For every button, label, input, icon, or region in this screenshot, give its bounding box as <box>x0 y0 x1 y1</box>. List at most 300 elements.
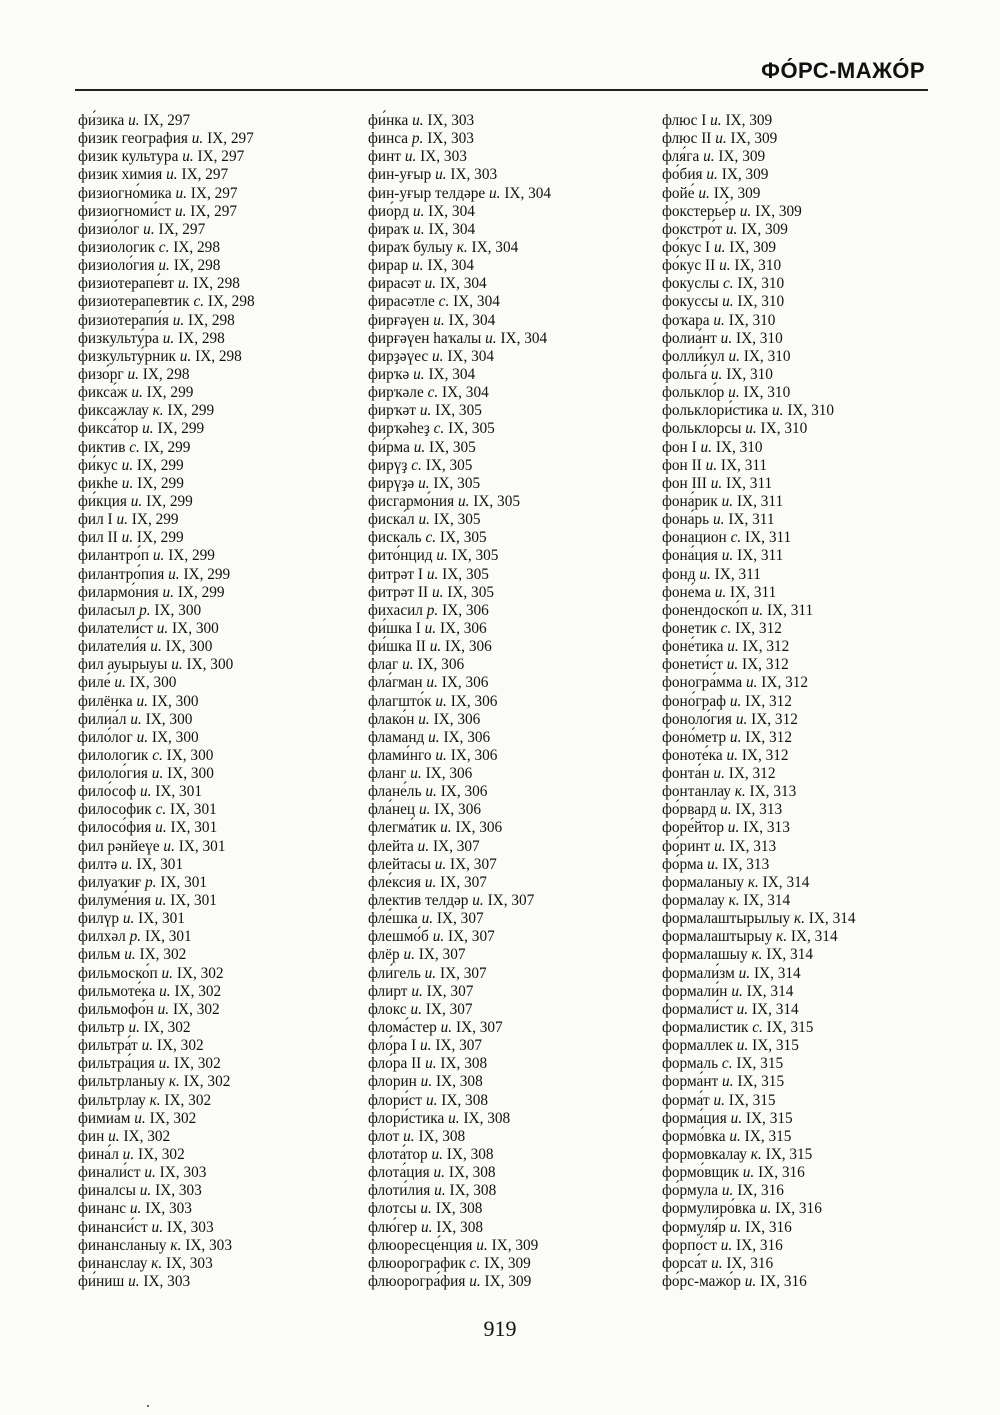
entry-volume-page: IX, 303 <box>185 1236 232 1254</box>
entry-volume-page: IX, 315 <box>765 1146 813 1164</box>
entry-volume-page: IX, 302 <box>183 1073 231 1091</box>
entry-pos-label: и. <box>725 220 738 238</box>
entry-pos-label: и. <box>698 184 710 202</box>
entry-headword: фи́шка II <box>368 638 426 656</box>
entry-headword: фирҙәүес <box>368 347 429 365</box>
entry-volume-page: IX, 305 <box>451 547 499 565</box>
stray-dot <box>147 1405 149 1407</box>
entry-volume-page: IX, 316 <box>758 1164 805 1182</box>
entry-pos-label: с. <box>722 275 734 293</box>
entry-volume-page: IX, 316 <box>737 1182 784 1200</box>
entry-volume-page: IX, 312 <box>742 656 789 674</box>
entry-pos-label: к. <box>750 1146 762 1164</box>
entry-volume-page: IX, 310 <box>743 384 791 402</box>
index-entry <box>662 874 962 892</box>
entry-volume-page: IX, 314 <box>762 873 810 891</box>
entry-volume-page: IX, 301 <box>144 928 192 946</box>
entry-headword: физик география <box>78 130 188 148</box>
entry-headword: формалау <box>662 892 725 910</box>
entry-pos-label: р. <box>426 601 439 619</box>
index-entry <box>662 838 962 856</box>
entry-headword: фойе́ <box>662 184 695 202</box>
index-entry <box>662 856 962 874</box>
entry-headword: фона́ция <box>662 547 718 565</box>
entry-headword: фле́ксия <box>368 873 422 891</box>
entry-pos-label: к. <box>728 892 740 910</box>
entry-headword: фирүҙә <box>368 474 415 492</box>
entry-headword: фикса́ж <box>78 384 128 402</box>
entry-pos-label: и. <box>154 892 167 910</box>
entry-volume-page: IX, 307 <box>487 892 535 910</box>
entry-volume-page: IX, 314 <box>753 964 801 982</box>
index-entry <box>368 892 668 910</box>
entry-pos-label: и. <box>144 1164 156 1182</box>
index-entry <box>78 711 378 729</box>
entry-pos-label: и. <box>710 112 722 129</box>
entry-volume-page: IX, 306 <box>425 765 473 783</box>
entry-headword: физиотерапевтик <box>78 293 190 311</box>
entry-volume-page: IX, 309 <box>484 1273 532 1290</box>
entry-headword: физо́рг <box>78 365 124 383</box>
entry-pos-label: и. <box>412 112 424 129</box>
index-entry <box>78 747 378 765</box>
index-entry <box>368 783 668 801</box>
entry-pos-label: и. <box>469 1273 481 1290</box>
entry-pos-label: с. <box>438 293 450 311</box>
entry-headword: фисгармо́ния <box>368 492 455 510</box>
entry-pos-label: и. <box>136 728 149 746</box>
entry-pos-label: и. <box>122 910 135 928</box>
entry-headword: фирҡәһеҙ <box>368 420 430 438</box>
entry-headword: фо́бия <box>662 166 703 184</box>
index-entry <box>78 330 378 348</box>
index-entry <box>662 566 962 584</box>
entry-pos-label: и. <box>435 746 447 764</box>
entry-pos-label: и. <box>413 365 425 383</box>
entry-volume-page: IX, 307 <box>432 837 480 855</box>
index-entry <box>662 420 962 438</box>
entry-pos-label: р. <box>411 130 424 148</box>
entry-volume-page: IX, 299 <box>146 384 194 402</box>
entry-pos-label: и. <box>420 1200 432 1218</box>
entry-volume-page: IX, 310 <box>734 257 782 275</box>
entry-volume-page: IX, 311 <box>726 474 773 492</box>
index-entry <box>662 584 962 602</box>
entry-volume-page: IX, 305 <box>425 456 473 474</box>
entry-pos-label: к. <box>151 1254 163 1272</box>
index-entry <box>662 693 962 711</box>
entry-headword: финт <box>368 148 401 166</box>
index-entry <box>662 1146 962 1164</box>
index-entry <box>662 783 962 801</box>
entry-pos-label: к. <box>149 1091 161 1109</box>
entry-pos-label: и. <box>426 674 438 692</box>
entry-pos-label: к. <box>152 402 164 420</box>
index-entry <box>78 946 378 964</box>
entry-pos-label: и. <box>726 746 738 764</box>
entry-headword: форпо́ст <box>662 1236 717 1254</box>
index-entry <box>78 493 378 511</box>
entry-volume-page: IX, 303 <box>420 148 467 166</box>
entry-pos-label: и. <box>162 329 175 347</box>
index-entry <box>662 674 962 692</box>
index-entry <box>78 620 378 638</box>
entry-volume-page: IX, 303 <box>143 1273 191 1290</box>
index-entry <box>78 1073 378 1091</box>
index-entry <box>662 1182 962 1200</box>
entry-headword: физиотерапи́я <box>78 311 169 329</box>
entry-volume-page: IX, 307 <box>439 964 487 982</box>
entry-headword: физкульту́рник <box>78 347 176 365</box>
entry-volume-page: IX, 307 <box>435 1037 483 1055</box>
entry-headword: флори́стика <box>368 1109 445 1127</box>
entry-volume-page: IX, 307 <box>455 1019 503 1037</box>
index-entry <box>368 765 668 783</box>
entry-volume-page: IX, 313 <box>722 855 770 873</box>
index-entry <box>78 892 378 910</box>
entry-headword: фоноло́гия <box>662 710 732 728</box>
index-entry <box>662 928 962 946</box>
entry-volume-page: IX, 298 <box>142 365 190 383</box>
entry-pos-label: и. <box>448 1109 460 1127</box>
entry-volume-page: IX, 303 <box>450 166 498 184</box>
entry-volume-page: IX, 310 <box>737 275 785 293</box>
entry-headword: фирар <box>368 257 409 275</box>
index-entry <box>662 1055 962 1073</box>
entry-headword: флюоресце́нция <box>368 1236 473 1254</box>
entry-volume-page: IX, 302 <box>139 946 187 964</box>
entry-pos-label: и. <box>721 1182 734 1200</box>
entry-pos-label: и. <box>744 1273 757 1290</box>
entry-headword: фираҡ булыу <box>368 238 453 256</box>
entry-volume-page: IX, 309 <box>730 130 778 148</box>
entry-volume-page: IX, 305 <box>435 402 482 420</box>
index-entry <box>662 946 962 964</box>
index-entry <box>368 384 668 402</box>
entry-headword: финса <box>368 130 409 148</box>
entry-headword: формали́н <box>662 982 728 1000</box>
entry-headword: фиска́л <box>368 511 415 529</box>
entry-headword: финанси́ст <box>78 1218 148 1236</box>
entry-volume-page: IX, 304 <box>453 293 500 311</box>
entry-headword: флешмо́б <box>368 928 429 946</box>
entry-pos-label: и. <box>155 819 167 837</box>
entry-volume-page: IX, 311 <box>737 547 784 565</box>
index-entry <box>368 547 668 565</box>
entry-headword: фонендоско́п <box>662 601 748 619</box>
entry-headword: формуля́р <box>662 1218 726 1236</box>
entry-pos-label: и. <box>720 1236 733 1254</box>
entry-volume-page: IX, 302 <box>123 1127 171 1145</box>
entry-headword: фля́га <box>662 148 700 166</box>
index-entry <box>78 566 378 584</box>
entry-volume-page: IX, 306 <box>434 801 482 819</box>
entry-headword: фильмоте́ка <box>78 982 156 1000</box>
entry-headword: фокуссы <box>662 293 719 311</box>
index-entry <box>78 312 378 330</box>
entry-volume-page: IX, 309 <box>713 184 761 202</box>
entry-volume-page: IX, 304 <box>439 275 487 293</box>
entry-headword: фи́шка I <box>368 619 421 637</box>
index-entry <box>368 1200 668 1218</box>
entry-pos-label: и. <box>157 1000 170 1018</box>
entry-headword: флейта <box>368 837 414 855</box>
entry-volume-page: IX, 311 <box>714 565 761 583</box>
index-entry <box>78 910 378 928</box>
entry-headword: фла́нец <box>368 801 416 819</box>
entry-headword: фильм <box>78 946 121 964</box>
entry-pos-label: и. <box>726 656 739 674</box>
index-entry <box>368 511 668 529</box>
entry-volume-page: IX, 297 <box>207 130 254 148</box>
entry-headword: фонд <box>662 565 696 583</box>
entry-volume-page: IX, 307 <box>440 873 487 891</box>
entry-headword: фи́ниш <box>78 1273 125 1290</box>
entry-headword: фильтрланыу <box>78 1073 165 1091</box>
entry-volume-page: IX, 300 <box>151 728 199 746</box>
entry-volume-page: IX, 316 <box>775 1200 822 1218</box>
entry-pos-label: и. <box>728 347 740 365</box>
entry-headword: финанс <box>78 1200 127 1218</box>
index-entry <box>78 547 378 565</box>
entry-volume-page: IX, 306 <box>450 692 498 710</box>
entry-headword: формаллек <box>662 1037 733 1055</box>
index-entry <box>78 874 378 892</box>
entry-volume-page: IX, 314 <box>808 910 856 928</box>
entry-headword: фильтрлау <box>78 1091 146 1109</box>
entry-volume-page: IX, 298 <box>207 293 255 311</box>
index-entry <box>368 1219 668 1237</box>
entry-volume-page: IX, 312 <box>728 765 776 783</box>
entry-pos-label: р. <box>129 928 142 946</box>
entry-pos-label: с. <box>721 1055 733 1073</box>
entry-pos-label: и. <box>721 492 734 510</box>
entry-headword: физио́лог <box>78 220 140 238</box>
entry-headword: фин <box>78 1127 105 1145</box>
entry-volume-page: IX, 300 <box>166 746 214 764</box>
entry-headword: фламанд <box>368 728 425 746</box>
entry-volume-page: IX, 305 <box>447 583 494 601</box>
entry-volume-page: IX, 311 <box>728 511 775 529</box>
entry-headword: фо́ринт <box>662 837 711 855</box>
entry-headword: фи́зика <box>78 112 125 129</box>
index-entry <box>78 511 378 529</box>
entry-headword: формулиро́вка <box>662 1200 756 1218</box>
entry-volume-page: IX, 315 <box>737 1073 785 1091</box>
entry-pos-label: и. <box>403 1127 415 1145</box>
entry-pos-label: с. <box>193 293 205 311</box>
entry-pos-label: и. <box>729 728 742 746</box>
entry-volume-page: IX, 304 <box>442 384 489 402</box>
entry-pos-label: и. <box>402 656 414 674</box>
entry-volume-page: IX, 306 <box>445 638 492 656</box>
entry-pos-label: к. <box>456 238 468 256</box>
entry-volume-page: IX, 313 <box>749 783 797 801</box>
entry-headword: фла́гман <box>368 674 423 692</box>
entry-pos-label: и. <box>440 1019 453 1037</box>
index-entry <box>78 475 378 493</box>
index-entry <box>368 439 668 457</box>
entry-volume-page: IX, 298 <box>173 238 220 256</box>
index-entry <box>368 711 668 729</box>
entry-headword: фильмоско́п <box>78 964 158 982</box>
entry-pos-label: с. <box>427 384 439 402</box>
entry-headword: филатели́ст <box>78 619 153 637</box>
index-entry <box>662 185 962 203</box>
index-entry <box>662 1019 962 1037</box>
entry-headword: флокс <box>368 1000 407 1018</box>
index-entry <box>662 711 962 729</box>
index-entry <box>368 1110 668 1128</box>
entry-pos-label: и. <box>729 1127 741 1145</box>
entry-volume-page: IX, 311 <box>766 601 814 619</box>
entry-headword: фоно́граф <box>662 692 727 710</box>
entry-headword: фо́рма <box>662 855 704 873</box>
index-entry <box>662 384 962 402</box>
index-entry <box>78 1273 378 1291</box>
index-entry <box>368 1001 668 1019</box>
entry-pos-label: и. <box>745 674 758 692</box>
index-entry <box>368 838 668 856</box>
entry-headword: формалаштырыу <box>662 928 773 946</box>
index-entry <box>78 130 378 148</box>
entry-headword: фил II <box>78 529 118 547</box>
entry-pos-label: и. <box>424 873 437 891</box>
entry-headword: философик <box>78 801 152 819</box>
index-entry <box>368 221 668 239</box>
entry-pos-label: и. <box>162 583 174 601</box>
index-entry <box>368 475 668 493</box>
entry-headword: фирасәтле <box>368 293 435 311</box>
index-entry <box>368 457 668 475</box>
entry-headword: фито́нцид <box>368 547 433 565</box>
entry-volume-page: IX, 299 <box>183 565 231 583</box>
entry-headword: формали́зм <box>662 964 735 982</box>
entry-headword: флюс I <box>662 112 707 129</box>
entry-pos-label: к. <box>170 1236 182 1254</box>
index-entry <box>78 457 378 475</box>
index-entry <box>78 602 378 620</box>
entry-pos-label: и. <box>403 946 415 964</box>
entry-pos-label: и. <box>122 1146 135 1164</box>
entry-headword: фон I <box>662 438 697 456</box>
entry-headword: фил рәнйеүе <box>78 837 160 855</box>
entry-pos-label: и. <box>436 547 448 565</box>
index-entry <box>368 1019 668 1037</box>
entry-headword: фитрәт II <box>368 583 429 601</box>
index-entry <box>78 384 378 402</box>
entry-headword: финансланыу <box>78 1236 167 1254</box>
index-entry <box>368 1237 668 1255</box>
entry-volume-page: IX, 300 <box>172 619 219 637</box>
entry-pos-label: и. <box>116 511 128 529</box>
entry-volume-page: IX, 307 <box>426 982 474 1000</box>
entry-pos-label: и. <box>420 1218 433 1236</box>
index-entry <box>662 366 962 384</box>
entry-pos-label: с. <box>425 529 437 547</box>
index-entry <box>78 1237 378 1255</box>
entry-headword: формалаштырылыу <box>662 910 791 928</box>
entry-headword: флирт <box>368 982 408 1000</box>
entry-headword: фи́нка <box>368 112 409 129</box>
entry-headword: физиогно́мика <box>78 184 172 202</box>
entry-pos-label: и. <box>721 547 734 565</box>
entry-pos-label: и. <box>489 184 501 202</box>
entry-volume-page: IX, 300 <box>167 765 214 783</box>
index-entry <box>78 965 378 983</box>
entry-volume-page: IX, 310 <box>743 347 791 365</box>
index-entry <box>662 910 962 928</box>
entry-headword: фо́рс-мажо́р <box>662 1273 741 1290</box>
entry-pos-label: с. <box>720 619 732 637</box>
entry-pos-label: и. <box>435 166 447 184</box>
entry-volume-page: IX, 299 <box>167 402 215 420</box>
entry-pos-label: с. <box>411 456 422 474</box>
entry-headword: формалашыу <box>662 946 748 964</box>
entry-headword: флектив телдәр <box>368 892 469 910</box>
entry-pos-label: и. <box>457 492 470 510</box>
index-entry <box>368 874 668 892</box>
index-entry <box>662 529 962 547</box>
entry-pos-label: и. <box>440 819 452 837</box>
index-column-1 <box>78 112 378 1291</box>
entry-headword: флейтасы <box>368 855 431 873</box>
entry-volume-page: IX, 304 <box>428 220 476 238</box>
entry-volume-page: IX, 310 <box>787 402 835 420</box>
index-entry <box>662 638 962 656</box>
entry-volume-page: IX, 302 <box>172 1000 220 1018</box>
entry-volume-page: IX, 310 <box>737 293 785 311</box>
entry-volume-page: IX, 299 <box>168 547 215 565</box>
entry-volume-page: IX, 304 <box>448 311 496 329</box>
entry-pos-label: с. <box>433 420 445 438</box>
index-entry <box>368 1037 668 1055</box>
entry-headword: форма́т <box>662 1091 710 1109</box>
entry-headword: фонтанлау <box>662 783 731 801</box>
entry-pos-label: и. <box>736 1000 749 1018</box>
entry-headword: фискаль <box>368 529 422 547</box>
entry-headword: фо́рвард <box>662 801 717 819</box>
entry-pos-label: и. <box>418 801 431 819</box>
entry-pos-label: и. <box>424 619 437 637</box>
entry-volume-page: IX, 301 <box>160 873 208 891</box>
entry-pos-label: и. <box>158 1055 171 1073</box>
entry-pos-label: и. <box>428 728 440 746</box>
index-entry <box>78 439 378 457</box>
entry-pos-label: и. <box>433 1164 445 1182</box>
entry-volume-page: IX, 297 <box>158 220 206 238</box>
entry-headword: фимиа́м <box>78 1109 131 1127</box>
entry-pos-label: и. <box>420 1037 432 1055</box>
entry-volume-page: IX, 312 <box>735 619 782 637</box>
entry-pos-label: и. <box>128 1019 140 1037</box>
entry-volume-page: IX, 313 <box>729 837 777 855</box>
index-entry <box>662 439 962 457</box>
entry-headword: фон II <box>662 456 702 474</box>
index-entry <box>78 1255 378 1273</box>
entry-pos-label: и. <box>485 329 497 347</box>
entry-volume-page: IX, 301 <box>138 910 185 928</box>
entry-headword: фона́рь <box>662 511 710 529</box>
index-entry <box>78 983 378 1001</box>
index-entry <box>368 112 668 130</box>
index-entry <box>662 239 962 257</box>
entry-headword: фихасил <box>368 601 423 619</box>
entry-pos-label: и. <box>177 275 190 293</box>
index-entry <box>662 348 962 366</box>
entry-headword: флома́стер <box>368 1019 437 1037</box>
index-entry <box>368 1255 668 1273</box>
